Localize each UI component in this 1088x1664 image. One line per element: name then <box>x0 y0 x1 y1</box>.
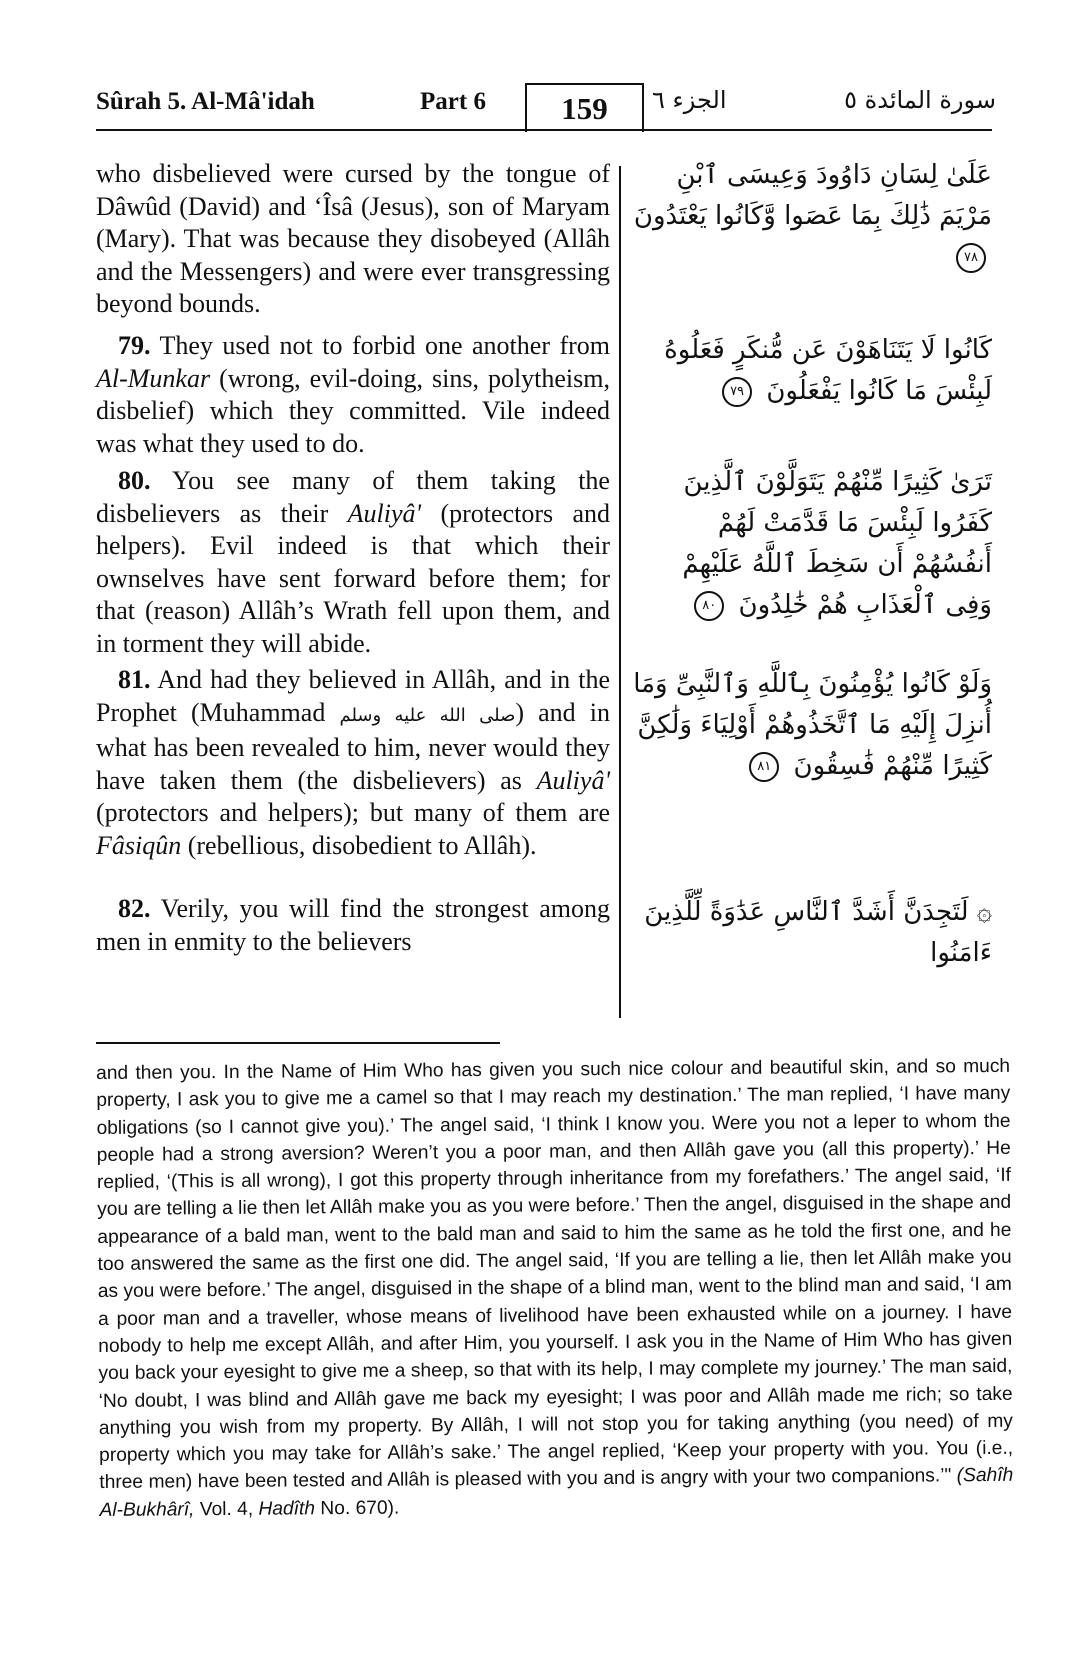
footnote-hadith-number: No. 670). <box>320 1497 400 1520</box>
verse-text: Verily, you will find the strongest among men in enmity to the believers <box>96 894 611 956</box>
column-divider <box>619 166 621 1018</box>
verse-82-arabic <box>632 892 992 974</box>
verse-text: And had they believed in Allâh, and in the Prophet (Muhammad <box>96 665 610 727</box>
verse-81-english <box>96 664 610 862</box>
ayah-end-marker: ٨١ <box>749 752 779 782</box>
footnote-hadith-label: Hadîth <box>258 1498 316 1520</box>
page-number-box <box>525 83 644 132</box>
verse-term: Auliyâ' <box>536 765 611 795</box>
arabic-verse-text: عَلَىٰ لِسَانِ دَاوُودَ وَعِيسَى ٱبْنِ مَرْيَمَ ذَٰلِكَ بِمَا عَصَوا وَّكَانُوا يَعْتَدُونَ <box>633 160 992 231</box>
verse-number: 79. <box>118 331 151 360</box>
footnote-text: and then you. In the Name of Him Who has given you such nice colour and beautiful skin, and so much property, I ask you to give me a camel so that I may reach my destination.’ The man replied, ‘I have many obligations (so I cannot give you).’ The angel said, ‘I think I know you. Were you not a leper to whom the people had a strong aversion? Weren’t you a poor man, and then Allâh gave you (all this property).’ He replied, ‘(This is all wrong), I got this property through inheritance from my forefathers.’ The angel said, ‘If you are telling a lie then let Allâh make you as you were before.’ Then the angel, disguised in the shape and appearance of a bald man, went to the bald man and said to him the same as he told the first one, and he too answered the same as the first one did. The angel said, ‘If you are telling a lie, then let Allâh make you as you were before.’ The angel, disguised in the shape of a blind man, went to the blind man and said, ‘I am a poor man and a traveller, whose means of livelihood have been exhausted while on a journey. I have nobody to help me except Allâh, and after Him, you yourself. I ask you in the Name of Him Who has given you back your eyesight to give me a sheep, so that with its help, I may complete my journey.’ The man said, ‘No doubt, I was blind and Allâh gave me back my eyesight; I was poor and Allâh made me rich; so take anything you wish from my property. By Allâh, I will not stop you for taking anything (you need) of my property which you may take for Allâh’s sake.’ The angel replied, ‘Keep your property with you. You (i.e., three men) have been tested and Allâh is pleased with you and is angry with your two companions.’" <box>96 1055 1014 1494</box>
part-label: Part 6 <box>420 88 486 115</box>
footnote-rule <box>96 1042 500 1044</box>
verse-text: (rebellious, disobedient to Allâh). <box>187 830 537 860</box>
verse-78-english <box>96 158 610 321</box>
surah-title: Sûrah 5. Al-Mâ'idah <box>96 88 315 115</box>
verse-term: Fâsiqûn <box>96 830 182 860</box>
footnote-volume: Vol. 4, <box>199 1498 254 1520</box>
verse-text: who disbelieved were cursed by the tongue of Dâwûd (David) and ‘Îsâ (Jesus), son of Maryam (Mary). That was because they disobeyed (Allâh and the Messengers) and were ever transgressing beyond bounds. <box>96 159 610 318</box>
footnote <box>96 1053 1014 1524</box>
verse-text: You see many of them taking the disbelievers as their <box>96 466 610 528</box>
verse-text: (protectors and helpers). Evil indeed is that which their ownselves have sent forward before them; for that (reason) Allâh’s Wrath fell upon them, and in torment they will abide. <box>96 498 611 658</box>
arabic-surah-title: سورة المائدة ٥ <box>844 86 996 114</box>
verse-text: (wrong, evil-doing, sins, polytheism, disbelief) which they committed. Vile indeed was what they used to do. <box>96 363 610 458</box>
verse-term: Auliyâ' <box>347 498 422 528</box>
arabic-verse-text: وَلَوْ كَانُوا يُؤْمِنُونَ بِٱللَّهِ وَٱلنَّبِىِّ وَمَا أُنزِلَ إِلَيْهِ مَا ٱتَّخَذُوهُمْ أَوْلِيَاءَ وَلَٰكِنَّ كَثِيرًا مِّنْهُمْ فَٰسِقُونَ <box>633 669 992 781</box>
ayah-end-marker: ٧٩ <box>722 377 752 407</box>
verse-number: 82. <box>118 894 151 923</box>
arabic-part-label: الجزء ٦ <box>652 86 727 114</box>
arabic-verse-text: كَانُوا لَا يَتَنَاهَوْنَ عَن مُّنكَرٍ فَعَلُوهُ لَبِئْسَ مَا كَانُوا يَفْعَلُونَ <box>664 335 992 406</box>
verse-number: 81. <box>118 665 151 694</box>
verse-number: 80. <box>118 466 151 495</box>
verse-79-arabic <box>632 330 992 412</box>
arabic-verse-text: تَرَىٰ كَثِيرًا مِّنْهُمْ يَتَوَلَّوْنَ ٱلَّذِينَ كَفَرُوا لَبِئْسَ مَا قَدَّمَتْ لَهُمْ أَنفُسُهُمْ أَن سَخِطَ ٱللَّهُ عَلَيْهِمْ وَفِى ٱلْعَذَابِ هُمْ خَٰلِدُونَ <box>682 467 992 620</box>
verse-80-arabic <box>632 462 992 626</box>
footnote-source: (Sahîh Al-Bukhârî, <box>99 1465 1014 1521</box>
verse-78-arabic <box>632 155 992 278</box>
verse-term: Al-Munkar <box>96 363 211 393</box>
verse-text: They used not to forbid one another from <box>159 331 611 360</box>
ayah-end-marker: ٨٠ <box>694 591 724 621</box>
verse-79-english <box>96 330 610 460</box>
verse-81-arabic <box>632 664 992 787</box>
verse-80-english <box>96 465 610 660</box>
arabic-verse-text: ۞ لَتَجِدَنَّ أَشَدَّ ٱلنَّاسِ عَدَٰوَةً لِّلَّذِينَ ءَامَنُوا <box>644 897 992 968</box>
verse-82-english <box>96 893 610 958</box>
page-number: 159 <box>561 91 608 126</box>
verse-text: ) and in what has been revealed to him, never would they have taken them (the disbelievers) as <box>96 697 611 795</box>
salutation-arabic: صلى الله عليه وسلم <box>339 704 516 726</box>
header-rule <box>96 129 992 131</box>
ayah-end-marker: ٧٨ <box>956 243 986 273</box>
verse-text: (protectors and helpers); but many of them are <box>96 798 610 827</box>
